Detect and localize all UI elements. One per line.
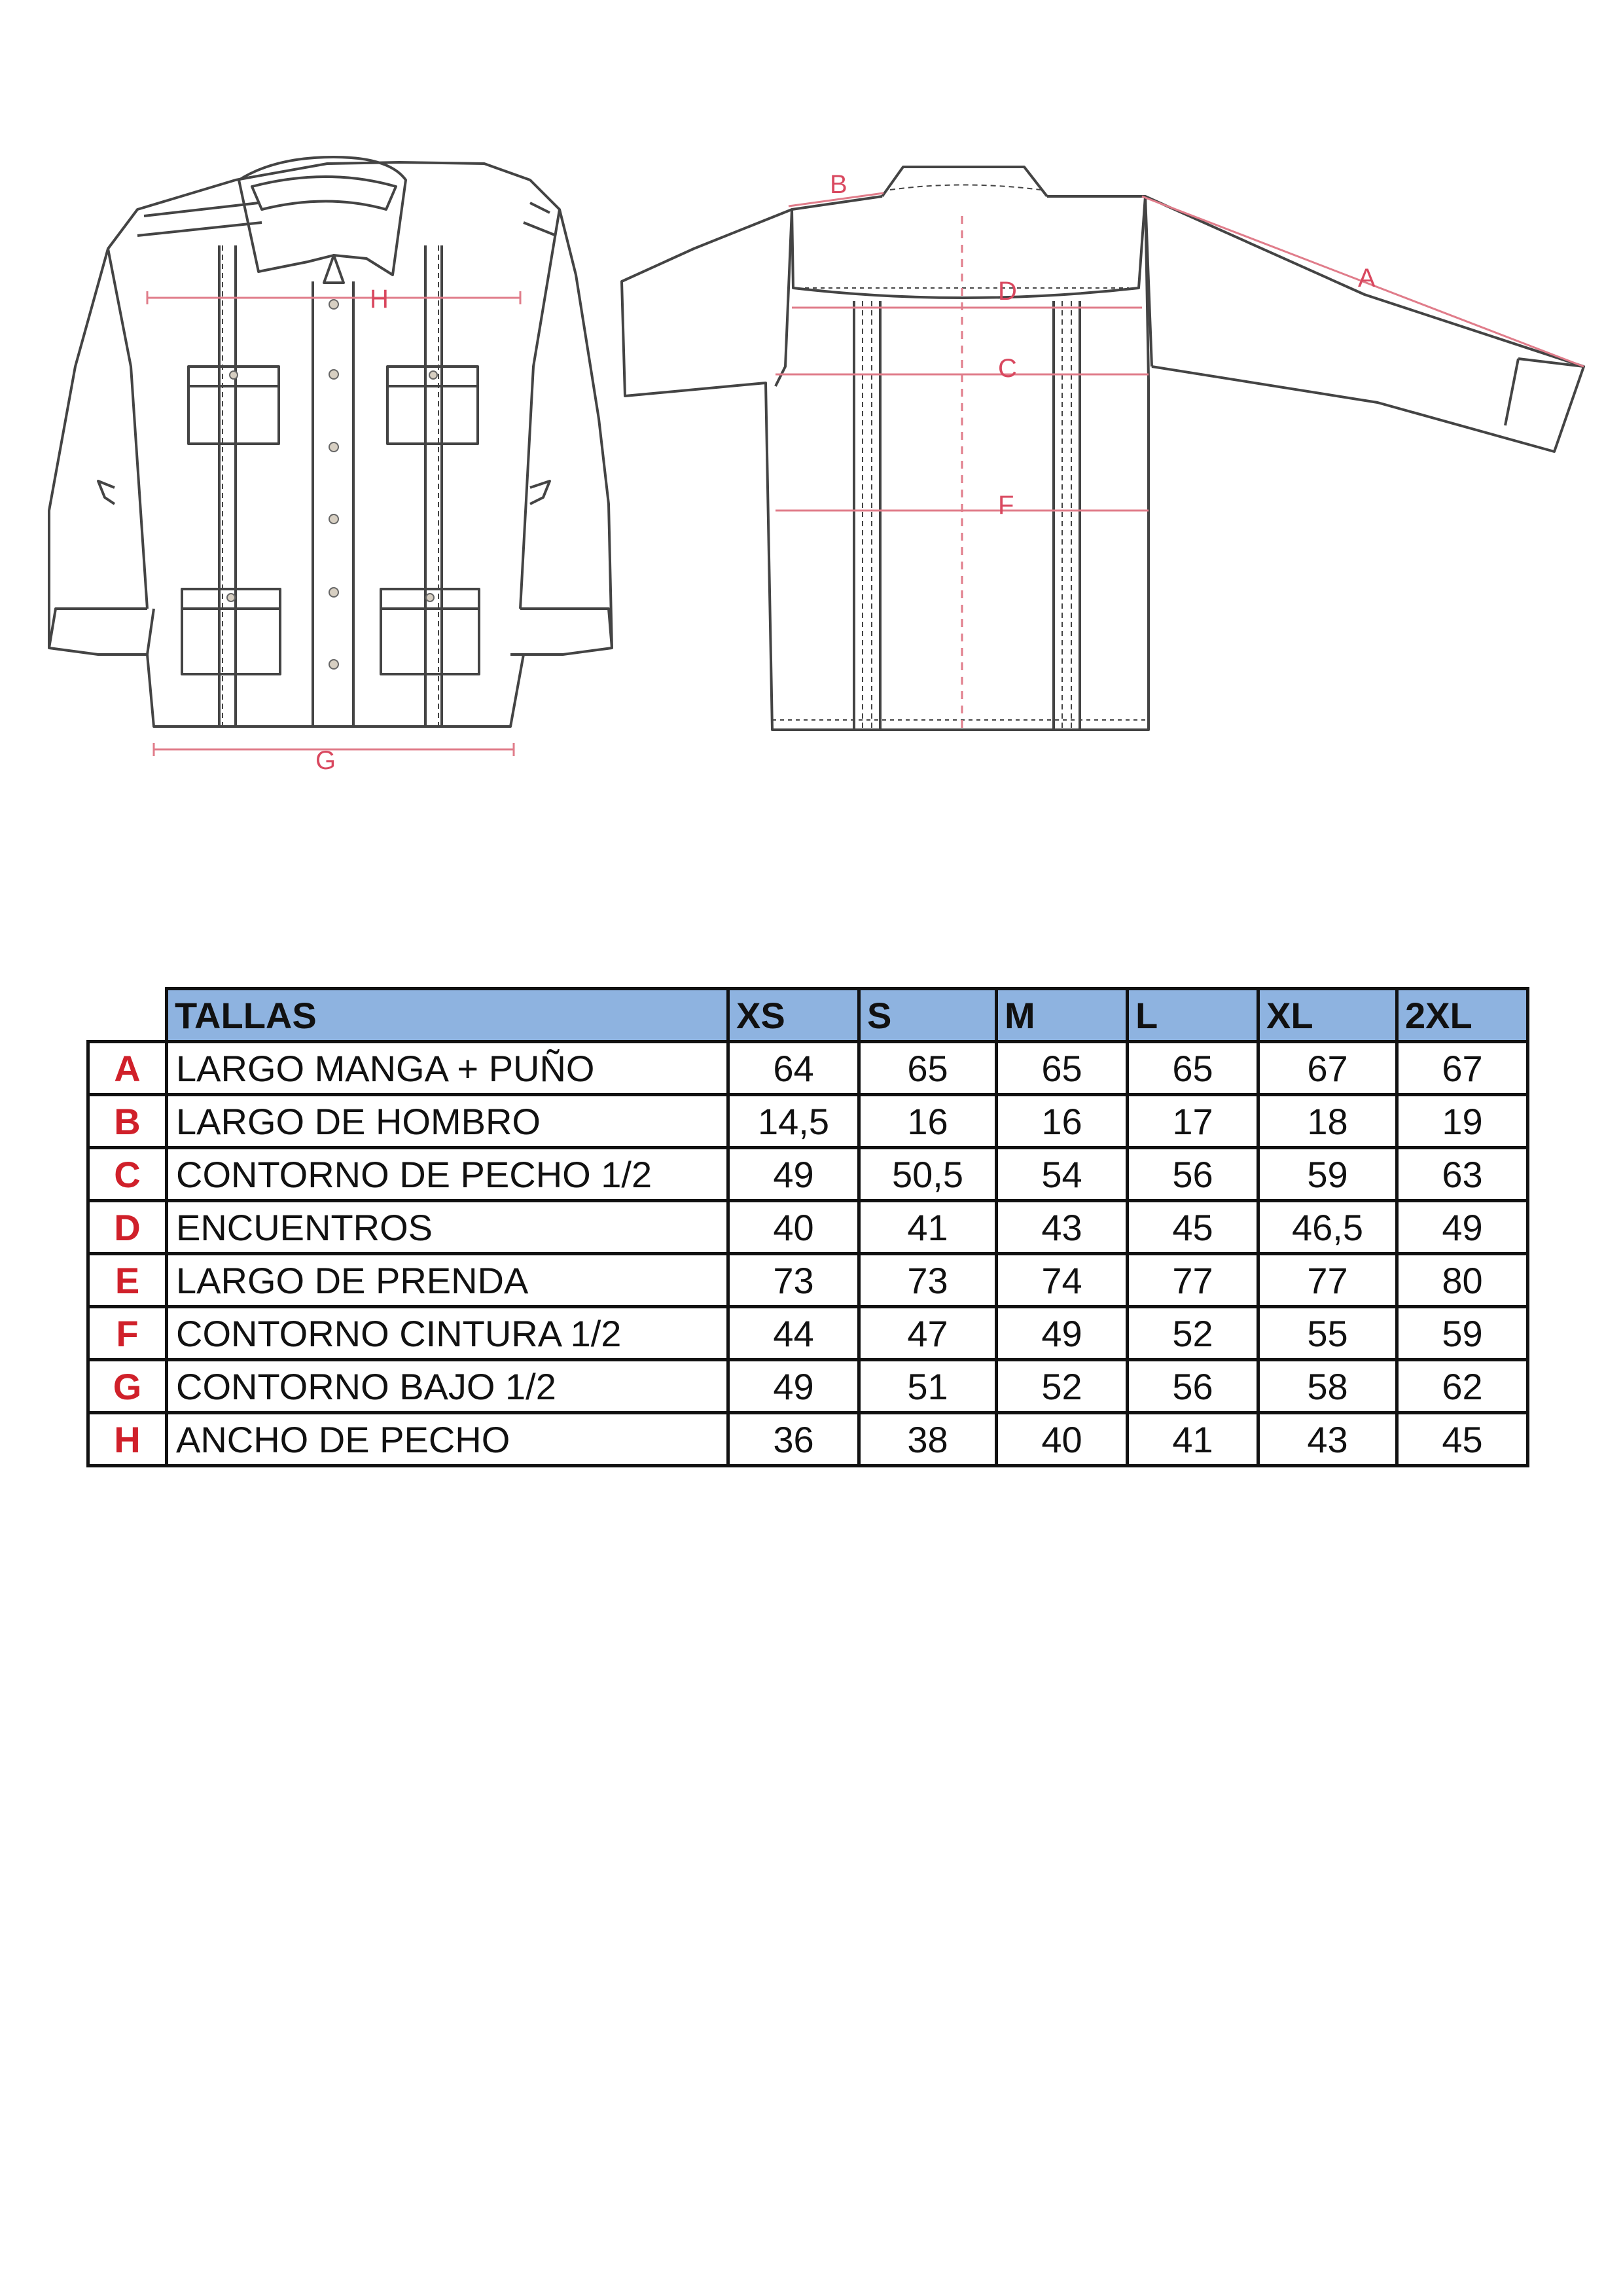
value-cell: 49 — [997, 1307, 1128, 1360]
garment-technical-drawing — [0, 0, 1623, 825]
dimension-label-h: H — [370, 285, 389, 314]
row-code: C — [88, 1148, 167, 1201]
value-cell: 50,5 — [859, 1148, 997, 1201]
back-view-shirt — [622, 167, 1584, 730]
value-cell: 65 — [1128, 1042, 1258, 1095]
row-label: LARGO MANGA + PUÑO — [167, 1042, 728, 1095]
table-row — [88, 1095, 1528, 1148]
value-cell: 55 — [1258, 1307, 1397, 1360]
dimension-label-d: D — [998, 277, 1017, 306]
row-label: LARGO DE PRENDA — [167, 1254, 728, 1307]
back-collar — [882, 167, 1047, 196]
value-cell: 65 — [997, 1042, 1128, 1095]
value-cell: 14,5 — [728, 1095, 859, 1148]
row-code: G — [88, 1360, 167, 1413]
table-row — [88, 1413, 1528, 1466]
value-cell: 59 — [1397, 1307, 1528, 1360]
header-size-xs: XS — [728, 989, 859, 1042]
value-cell: 41 — [1128, 1413, 1258, 1466]
row-code: A — [88, 1042, 167, 1095]
value-cell: 17 — [1128, 1095, 1258, 1148]
dimension-label-a: A — [1358, 264, 1376, 293]
value-cell: 74 — [997, 1254, 1128, 1307]
value-cell: 19 — [1397, 1095, 1528, 1148]
front-buttons — [227, 300, 437, 669]
row-label: CONTORNO DE PECHO 1/2 — [167, 1148, 728, 1201]
value-cell: 77 — [1128, 1254, 1258, 1307]
value-cell: 67 — [1397, 1042, 1528, 1095]
value-cell: 59 — [1258, 1148, 1397, 1201]
table-row — [88, 1307, 1528, 1360]
row-code: B — [88, 1095, 167, 1148]
value-cell: 43 — [1258, 1413, 1397, 1466]
dimension-label-f: F — [998, 491, 1014, 520]
table-row — [88, 1201, 1528, 1254]
header-size-m: M — [997, 989, 1128, 1042]
dimension-label-b: B — [830, 170, 847, 199]
row-label: ANCHO DE PECHO — [167, 1413, 728, 1466]
value-cell: 44 — [728, 1307, 859, 1360]
value-cell: 77 — [1258, 1254, 1397, 1307]
value-cell: 16 — [997, 1095, 1128, 1148]
value-cell: 80 — [1397, 1254, 1528, 1307]
value-cell: 65 — [859, 1042, 997, 1095]
corner-cell — [88, 989, 167, 1042]
row-label: LARGO DE HOMBRO — [167, 1095, 728, 1148]
row-code: D — [88, 1201, 167, 1254]
value-cell: 52 — [997, 1360, 1128, 1413]
value-cell: 49 — [728, 1148, 859, 1201]
row-label: ENCUENTROS — [167, 1201, 728, 1254]
table-row — [88, 1042, 1528, 1095]
header-size-l: L — [1128, 989, 1258, 1042]
value-cell: 38 — [859, 1413, 997, 1466]
dimension-label-g: G — [315, 746, 336, 775]
value-cell: 73 — [728, 1254, 859, 1307]
row-code: H — [88, 1413, 167, 1466]
value-cell: 41 — [859, 1201, 997, 1254]
value-cell: 58 — [1258, 1360, 1397, 1413]
row-code: F — [88, 1307, 167, 1360]
back-dimensions — [776, 193, 1584, 730]
dimension-label-c: C — [998, 354, 1017, 383]
value-cell: 56 — [1128, 1360, 1258, 1413]
value-cell: 46,5 — [1258, 1201, 1397, 1254]
value-cell: 36 — [728, 1413, 859, 1466]
value-cell: 52 — [1128, 1307, 1258, 1360]
value-cell: 43 — [997, 1201, 1128, 1254]
header-tallas: TALLAS — [167, 989, 728, 1042]
row-label: CONTORNO CINTURA 1/2 — [167, 1307, 728, 1360]
size-chart-table — [86, 987, 1529, 1467]
back-yoke — [792, 196, 1145, 298]
value-cell: 63 — [1397, 1148, 1528, 1201]
value-cell: 73 — [859, 1254, 997, 1307]
value-cell: 45 — [1128, 1201, 1258, 1254]
size-header-row — [88, 989, 1528, 1042]
back-right-sleeve — [1145, 196, 1584, 452]
row-label: CONTORNO BAJO 1/2 — [167, 1360, 728, 1413]
value-cell: 49 — [1397, 1201, 1528, 1254]
value-cell: 16 — [859, 1095, 997, 1148]
value-cell: 49 — [728, 1360, 859, 1413]
value-cell: 51 — [859, 1360, 997, 1413]
value-cell: 62 — [1397, 1360, 1528, 1413]
front-view-shirt — [49, 157, 612, 726]
header-size-xl: XL — [1258, 989, 1397, 1042]
header-size-2xl: 2XL — [1397, 989, 1528, 1042]
value-cell: 67 — [1258, 1042, 1397, 1095]
table-row — [88, 1148, 1528, 1201]
row-code: E — [88, 1254, 167, 1307]
value-cell: 18 — [1258, 1095, 1397, 1148]
value-cell: 54 — [997, 1148, 1128, 1201]
value-cell: 40 — [997, 1413, 1128, 1466]
value-cell: 64 — [728, 1042, 859, 1095]
back-body-outline — [622, 196, 1149, 730]
value-cell: 56 — [1128, 1148, 1258, 1201]
header-size-s: S — [859, 989, 997, 1042]
value-cell: 45 — [1397, 1413, 1528, 1466]
value-cell: 47 — [859, 1307, 997, 1360]
table-row — [88, 1254, 1528, 1307]
table-row — [88, 1360, 1528, 1413]
value-cell: 40 — [728, 1201, 859, 1254]
